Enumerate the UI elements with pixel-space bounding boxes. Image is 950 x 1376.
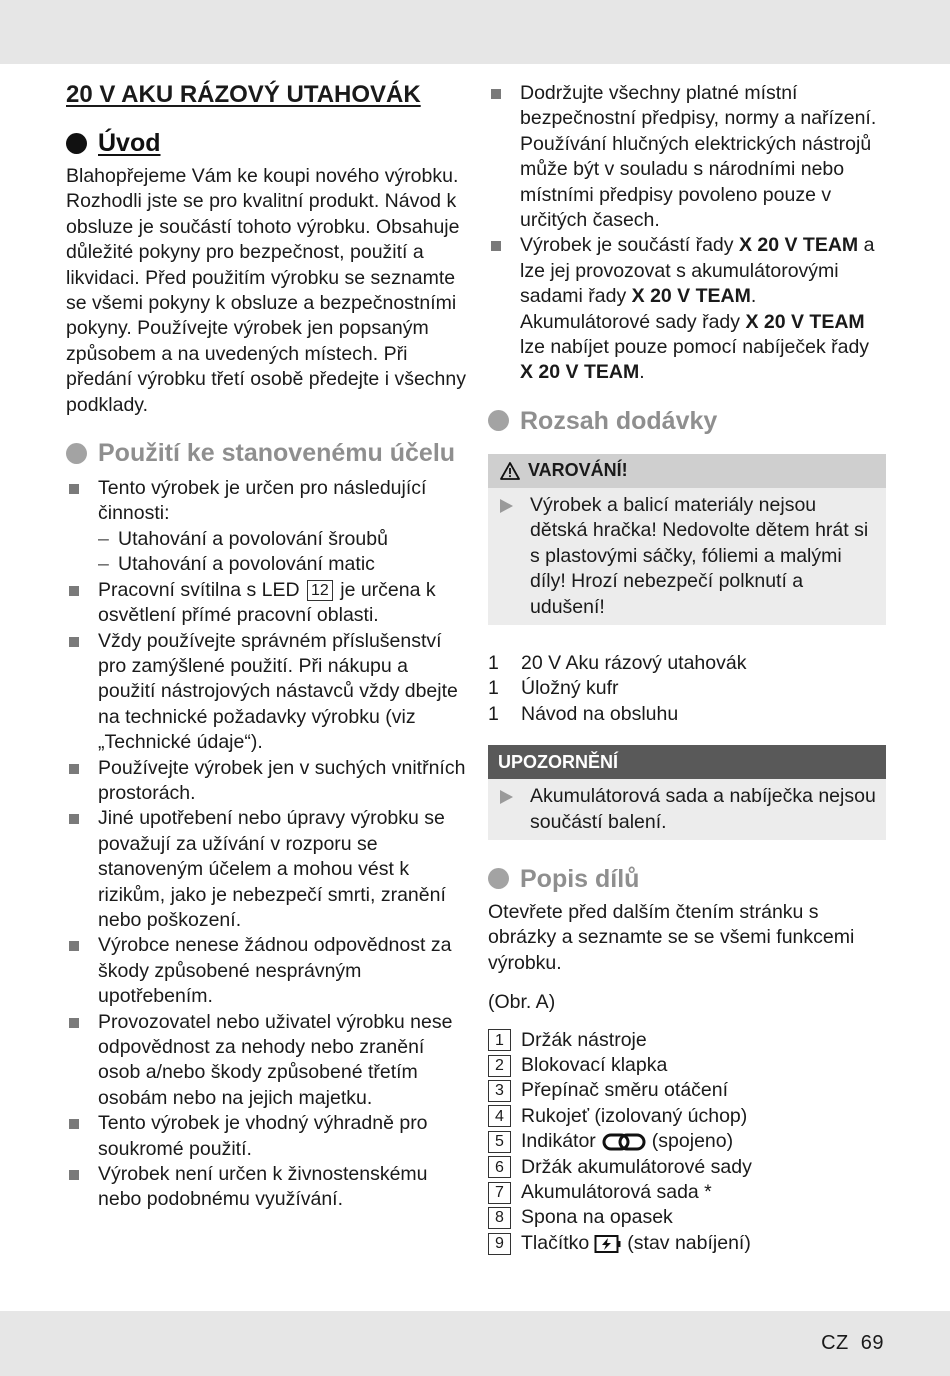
list-item: 5 Indikátor (spojeno) xyxy=(488,1129,886,1154)
list-item: 8 Spona na opasek xyxy=(488,1205,886,1230)
note-item: Akumulátorová sada a nabíječka nejsou součástí balení. xyxy=(500,784,876,835)
list-item: Provozovatel nebo uživatel výrobku nese odpovědnost za nehody nebo zranění osob a/nebo škody způsobené třetím osobám nebo na jejich majetku. xyxy=(66,1010,466,1112)
team-name: X 20 V TEAM xyxy=(738,234,859,257)
top-band xyxy=(0,0,950,64)
page-title: 20 V AKU RÁZOVÝ UTAHOVÁK xyxy=(66,81,421,108)
warning-item: Výrobek a balicí materiály nejsou dětská hračka! Nedovolte dětem hrát si s plastovými sáčky, fóliemi a malými díly! Hrozí nebezpečí polknutí a udušení! xyxy=(500,493,876,620)
list-item: 7 Akumulátorová sada * xyxy=(488,1180,886,1205)
intended-use-list xyxy=(66,476,466,1213)
list-item: 1 Úložný kufr xyxy=(488,677,619,700)
parts-list xyxy=(488,1028,886,1257)
square-bullet-icon xyxy=(69,764,79,774)
list-item: Vždy používejte správném příslušenství pro zamýšlené použití. Při nákupu a použití nástrojových nástavců vždy dbejte na technické požadavky výrobku (viz „Technické údaje“). xyxy=(66,629,466,756)
square-bullet-icon xyxy=(69,1170,79,1180)
list-item: 6 Držák akumulátorové sady xyxy=(488,1155,886,1180)
arrow-right-icon xyxy=(500,790,513,804)
sub-list xyxy=(98,527,466,578)
team-name: X 20 V TEAM xyxy=(631,285,751,308)
list-item: 2 Blokovací klapka xyxy=(488,1053,886,1078)
sub-list-item: – Utahování a povolování matic xyxy=(98,553,375,576)
list-item: Výrobek není určen k živnostenskému nebo podobnému využívání. xyxy=(66,1162,466,1213)
list-item: Výrobce nenese žádnou odpovědnost za škody způsobené nesprávným upotřebením. xyxy=(66,933,466,1009)
list-item: Pracovní svítilna s LED 12 je určena k osvětlení přímé pracovní oblasti. xyxy=(66,578,466,629)
square-bullet-icon xyxy=(69,814,79,824)
square-bullet-icon xyxy=(491,89,501,99)
list-item: 1 Držák nástroje xyxy=(488,1028,886,1053)
parts-text: Otevřete před dalším čtením stránku s obrázky a seznamte se se všemi funkcemi výrobku. xyxy=(488,900,855,974)
list-item: Jiné upotřebení nebo úpravy výrobku se považují za užívání v rozporu se stanoveným účelem a mohou vést k rizikům, jako je nebezpečí smrti, zranění nebo poškození. xyxy=(66,806,466,933)
bullet-dot-icon xyxy=(66,443,87,464)
figure-reference: (Obr. A) xyxy=(488,991,556,1014)
sub-list-item: – Utahování a povolování šroubů xyxy=(98,527,388,550)
square-bullet-icon xyxy=(69,1119,79,1129)
list-item: 1 Návod na obsluhu xyxy=(488,702,679,725)
square-bullet-icon xyxy=(491,241,501,251)
square-bullet-icon xyxy=(69,637,79,647)
warning-triangle-icon xyxy=(500,462,520,480)
bullet-dot-icon xyxy=(66,133,87,154)
left-column xyxy=(66,78,466,1213)
note-box xyxy=(488,745,886,840)
parts-heading: Popis dílů xyxy=(488,862,886,896)
list-item: Používejte výrobek jen v suchých vnitřních prostorách. xyxy=(66,756,466,807)
bullet-dot-icon xyxy=(488,410,509,431)
list-item: Dodržujte všechny platné místní bezpečnostní předpisy, normy a nařízení. Používání hlučných elektrických nástrojů může být v souladu s národními nebo místními předpisy povoleno pouze v určitých časech. xyxy=(488,81,886,233)
bullet-dot-icon xyxy=(488,868,509,889)
square-bullet-icon xyxy=(69,484,79,494)
page-number: 69 xyxy=(860,1332,884,1354)
intended-use-list-cont xyxy=(488,81,886,386)
note-header: UPOZORNĚNÍ xyxy=(488,745,886,779)
delivery-heading: Rozsah dodávky xyxy=(488,404,886,438)
right-column xyxy=(488,81,886,1256)
intro-text: Blahopřejeme Vám ke koupi nového výrobku. Rozhodli jste se pro kvalitní produkt. Návod k obsluze je součástí tohoto výrobku. Obsahuje důležité pokyny pro bezpečnost, použití a likvidaci. Před použitím výrobku se seznamte se všemi pokyny k obsluze a bezpečnostními pokyny. Používejte výrobek jen popsaným způsobem a na uvedených místech. Při předání výrobku třetí osobě předejte i všechny podklady. xyxy=(66,165,466,416)
team-name: X 20 V TEAM xyxy=(520,361,640,384)
page-footer xyxy=(821,1332,884,1355)
delivery-list xyxy=(488,651,886,727)
list-item: 1 20 V Aku rázový utahovák xyxy=(488,651,747,674)
square-bullet-icon xyxy=(69,1018,79,1028)
list-item: 3 Přepínač směru otáčení xyxy=(488,1078,886,1103)
language-code: CZ xyxy=(821,1332,849,1354)
battery-charge-icon xyxy=(594,1234,622,1254)
arrow-right-icon xyxy=(500,499,513,513)
part-number-box: 12 xyxy=(307,580,333,601)
list-item: Tento výrobek je vhodný výhradně pro soukromé použití. xyxy=(66,1111,466,1162)
list-item: Tento výrobek je určen pro následující činnosti: – Utahování a povolování šroubů – Utahování a povolování matic xyxy=(66,476,466,578)
list-item: Výrobek je součástí řady X 20 V TEAM a lze jej provozovat s akumulátorovými sadami řady X 20 V TEAM. Akumulátorové sady řady X 20 V TEAM lze nabíjet pouze pomocí nabíječek řady X 20 V TEAM. xyxy=(488,233,886,385)
team-name: X 20 V TEAM xyxy=(745,310,865,333)
square-bullet-icon xyxy=(69,941,79,951)
chain-link-icon xyxy=(602,1132,646,1152)
square-bullet-icon xyxy=(69,586,79,596)
intended-use-heading: Použití ke stanovenému účelu xyxy=(66,436,466,470)
warning-header: VAROVÁNÍ! xyxy=(488,454,886,488)
warning-box xyxy=(488,454,886,625)
bottom-band xyxy=(0,1311,950,1376)
list-item: 9 Tlačítko (stav nabíjení) xyxy=(488,1231,886,1256)
list-item: 4 Rukojeť (izolovaný úchop) xyxy=(488,1104,886,1129)
intro-heading: Úvod xyxy=(66,126,466,160)
